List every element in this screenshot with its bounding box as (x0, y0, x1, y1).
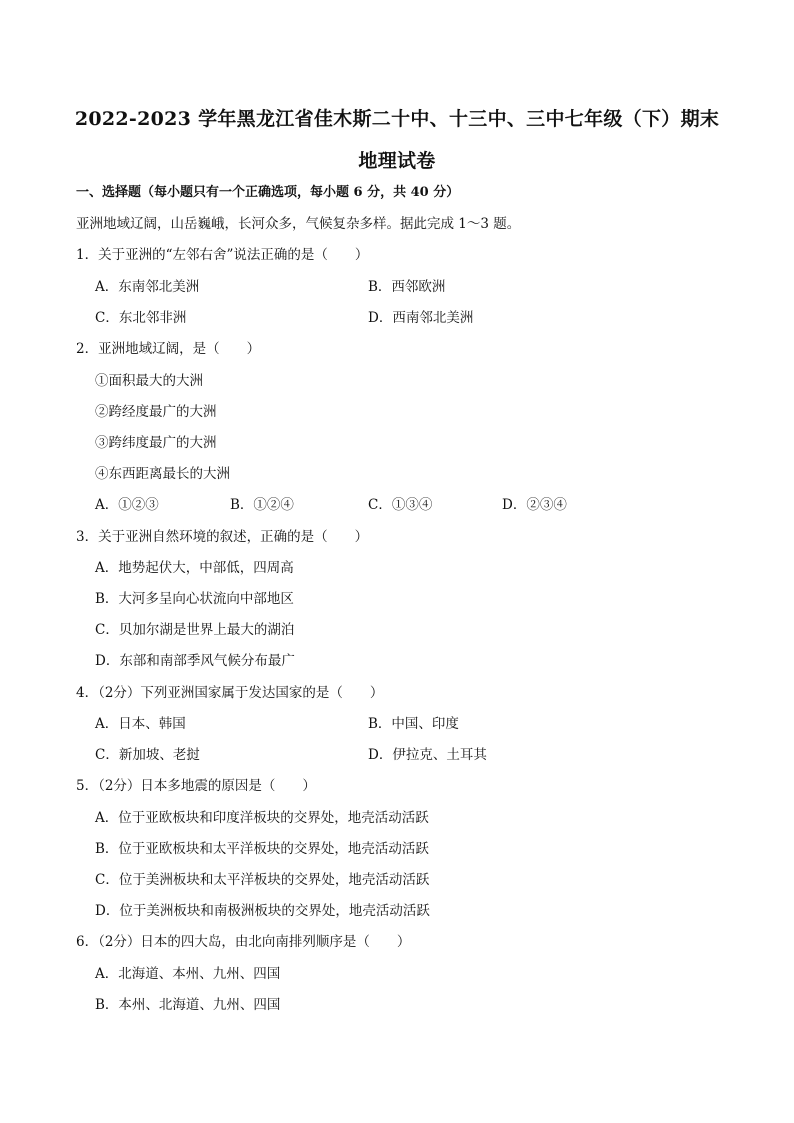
question-2-option-c: C．①③④ (368, 497, 433, 513)
question-3-option-c: C．贝加尔湖是世界上最大的湖泊 (95, 622, 295, 638)
question-1-stem: 1．关于亚洲的“左邻右舍”说法正确的是（ ） (76, 247, 369, 263)
question-3-stem: 3．关于亚洲自然环境的叙述，正确的是（ ） (76, 529, 369, 545)
question-6-option-b: B．本州、北海道、九州、四国 (95, 997, 281, 1013)
question-intro: 亚洲地域辽阔，山岳巍峨，长河众多，气候复杂多样。据此完成 1～3 题。 (76, 216, 521, 232)
question-4-option-d: D．伊拉克、土耳其 (368, 747, 487, 763)
question-4-option-a: A．日本、韩国 (95, 716, 186, 732)
exam-title-line2: 地理试卷 (358, 150, 436, 172)
question-1-option-d: D．西南邻北美洲 (368, 310, 474, 326)
question-6-option-a: A．北海道、本州、九州、四国 (95, 966, 281, 982)
question-2-option-b: B．①②④ (230, 497, 294, 513)
question-5-option-d: D．位于美洲板块和南极洲板块的交界处，地壳活动活跃 (95, 903, 430, 919)
question-2-option-a: A．①②③ (95, 497, 159, 513)
question-1-option-a: A．东南邻北美洲 (95, 279, 200, 295)
question-5-option-c: C．位于美洲板块和太平洋板块的交界处，地壳活动活跃 (95, 872, 430, 888)
question-2-option-d: D．②③④ (502, 497, 567, 513)
question-2-statement-1: ①面积最大的大洲 (95, 373, 203, 389)
question-2-stem: 2．亚洲地域辽阔，是（ ） (76, 341, 261, 357)
question-3-option-d: D．东部和南部季风气候分布最广 (95, 653, 295, 669)
question-5-stem: 5．（2分）日本多地震的原因是（ ） (76, 778, 316, 794)
question-2-statement-3: ③跨纬度最广的大洲 (95, 435, 217, 451)
question-4-option-b: B．中国、印度 (368, 716, 459, 732)
question-2-statement-2: ②跨经度最广的大洲 (95, 404, 217, 420)
question-5-option-b: B．位于亚欧板块和太平洋板块的交界处，地壳活动活跃 (95, 841, 429, 857)
question-3-option-a: A．地势起伏大，中部低，四周高 (95, 560, 294, 576)
question-5-option-a: A．位于亚欧板块和印度洋板块的交界处，地壳活动活跃 (95, 810, 429, 826)
exam-title-line1: 2022-2023 学年黑龙江省佳木斯二十中、十三中、三中七年级（下）期末 (74, 108, 720, 130)
question-3-option-b: B．大河多呈向心状流向中部地区 (95, 591, 294, 607)
question-6-stem: 6．（2分）日本的四大岛，由北向南排列顺序是（ ） (76, 934, 411, 950)
question-4-stem: 4．（2分）下列亚洲国家属于发达国家的是（ ） (76, 685, 384, 701)
question-4-option-c: C．新加坡、老挝 (95, 747, 200, 763)
question-1-option-b: B．西邻欧洲 (368, 279, 446, 295)
question-1-option-c: C．东北邻非洲 (95, 310, 187, 326)
section-heading: 一、选择题（每小题只有一个正确选项，每小题 6 分，共 40 分） (76, 185, 460, 200)
question-2-statement-4: ④东西距离最长的大洲 (95, 466, 230, 482)
